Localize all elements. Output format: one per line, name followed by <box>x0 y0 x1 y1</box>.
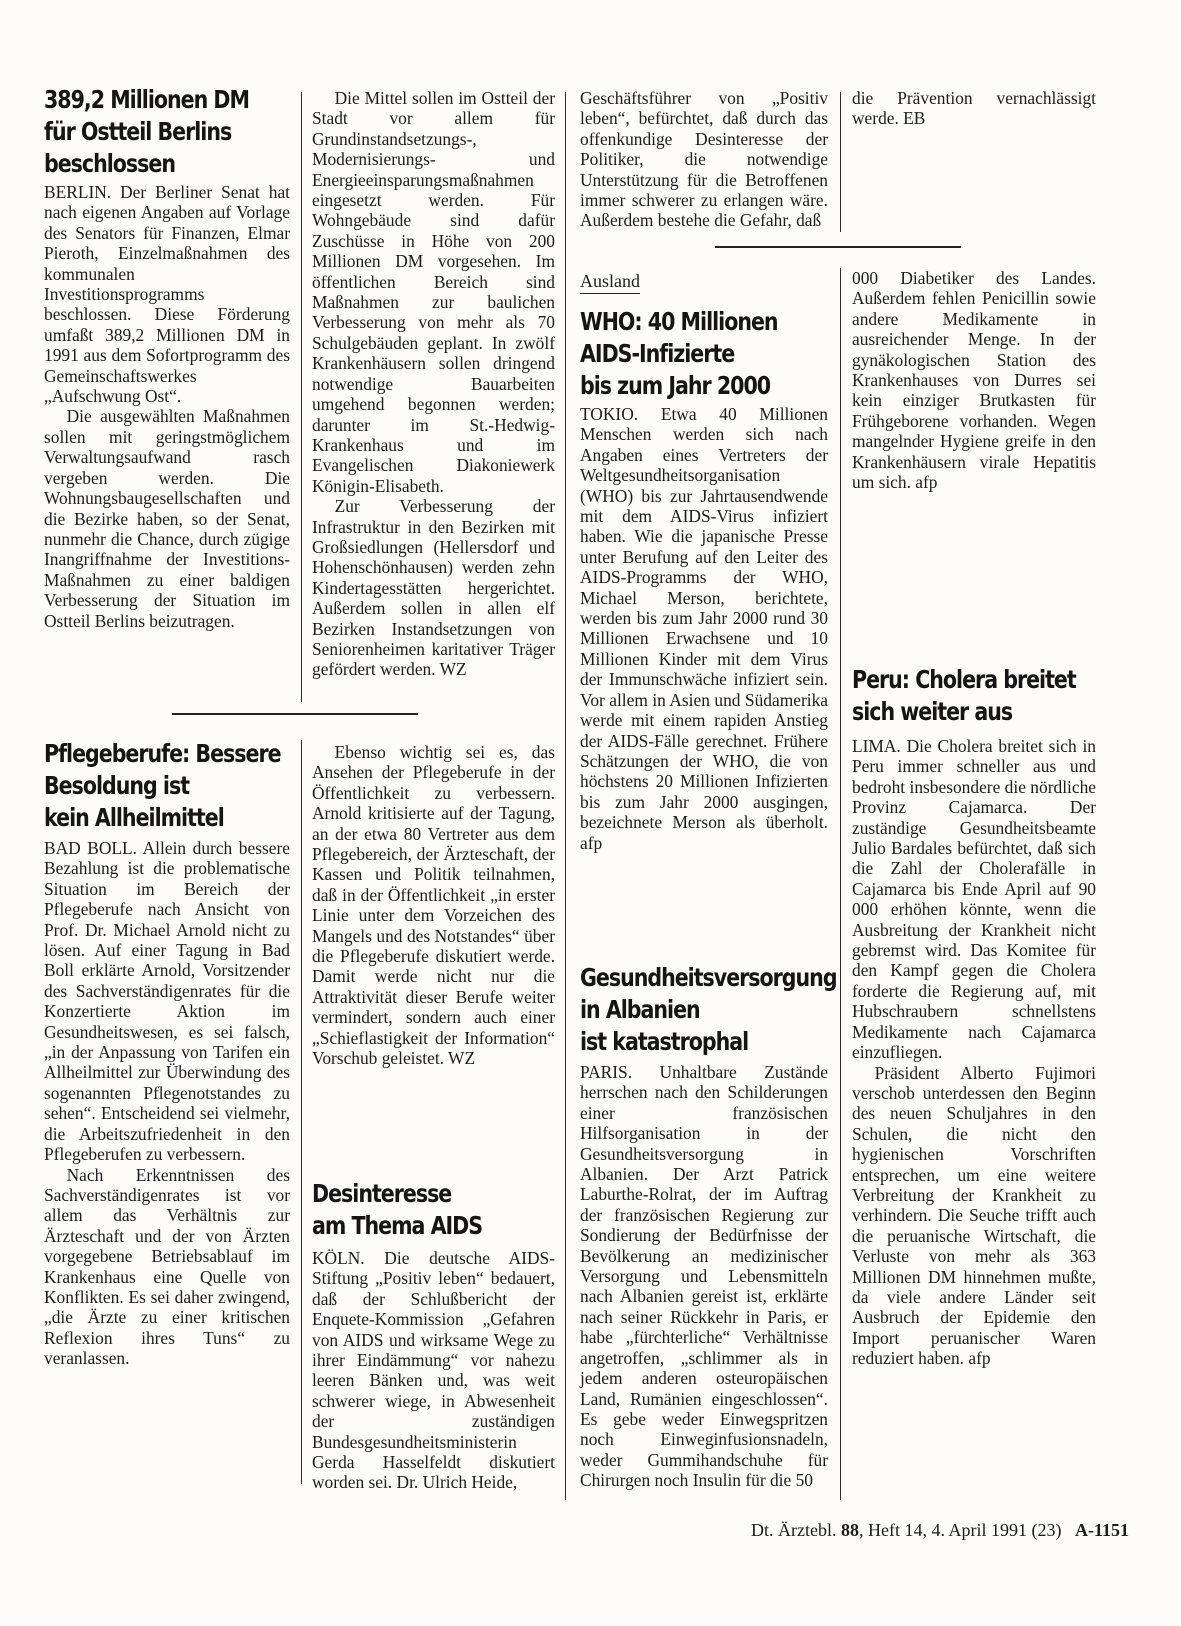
section-kicker-ausland: Ausland <box>580 270 640 294</box>
page-footer <box>751 1520 1129 1541</box>
journal-volume: 88 <box>841 1520 860 1540</box>
column-rule <box>565 92 566 1500</box>
article-body: BAD BOLL. Allein durch bessere Bezahlung ist die problematische Situation im Bereich der Pflegeberufe nach Ansicht von Prof. Dr. Michael Arnold nicht zu lösen. Auf einer Tagung in Bad Boll erklärte Arnold, Vorsitzender des Sachverständigenrates für die Konzertierte Aktion im Gesundheitswesen, es sei falsch, „in der Anpassung von Tarifen ein Allheilmittel zur Überwindung des sogenannten Pflegenotstandes zu sehen“. Entscheidend sei vielmehr, die Arbeitszufriedenheit in den Pflegeberufen zu verbessern. Nach Erkenntnissen des Sachverständigenrates ist vor allem das Verhältnis zur Ärzteschaft und der von Ärzten vorgegebene Betriebsablauf im Krankenhaus eine Quelle von Konflikten. Es sei daher zwingend, „die Ärzte zu einer kritischen Reflexion ihres Tuns“ zu veranlassen. <box>44 838 290 1369</box>
column-rule <box>301 92 302 702</box>
article-body-part: 000 Diabetiker des Landes. Außerdem fehlen Penicillin sowie andere Medikamente in ausreichender Menge. In der gynäkologischen Station des Krankenhauses von Durres sei kein einziger Brutkasten für Frühgeborene vorhanden. Wegen mangelnder Hygiene greife in den Krankenhäusern virale Hepatitis um sich. afp <box>852 268 1096 493</box>
headline: Gesundheitsversorgung in Albanien ist katastrophal <box>580 963 837 1056</box>
column-rule <box>840 92 841 232</box>
article-body-part: die Prävention vernachlässigt werde. EB <box>852 88 1096 129</box>
article-separator <box>715 246 961 248</box>
article-body-part: Geschäftsführer von „Positiv leben“, befürchtet, daß durch das offenkundige Desinteresse der Politiker, die notwendige Unterstützung für die Betroffenen immer schwerer zu erlangen wäre. Außerdem bestehe die Gefahr, daß <box>580 88 828 231</box>
article-body-part: PARIS. Unhaltbare Zustände herrschen nach den Schilderungen einer französischen Hilfsorganisation in der Gesundheitsversorgung in Albanien. Der Arzt Patrick Laburthe-Rolrat, der im Auftrag der französischen Regierung zur Sondierung der Bedürfnisse der Bevölkerung an medizinischer Versorgung und Lebensmitteln nach Albanien gereist ist, erklärte nach seiner Rückkehr in Paris, er habe „fürchterliche“ Verhältnisse angetroffen, „schlimmer als in jedem anderen osteuropäischen Land, Rumänien eingeschlossen“. Es gebe weder Einwegspritzen noch Einweginfusionsnadeln, weder Gummihandschuhe für Chirurgen noch Insulin für die 50 <box>580 1062 828 1491</box>
headline: Pflegeberufe: Bessere Besoldung ist kein Allheilmittel <box>44 739 281 832</box>
article-separator <box>172 713 418 715</box>
article-body-part: KÖLN. Die deutsche AIDS-Stiftung „Positiv leben“ bedauert, daß der Schlußbericht der Enquete-Kommission „Gefahren von AIDS und wirksame Wege zu ihrer Eindämmung“ vor nahezu leeren Bänken und, was weit schwerer wiege, in Abwesenheit der zuständigen Bundesgesundheitsministerin Gerda Hasselfeldt diskutiert worden sei. Dr. Ulrich Heide, <box>312 1248 555 1493</box>
journal-issue: , Heft 14, 4. April 1991 (23) <box>859 1520 1062 1540</box>
headline: Peru: Cholera breitet sich weiter aus <box>852 665 1076 726</box>
headline: Desinteresse am Thema AIDS <box>312 1179 483 1240</box>
article-body: TOKIO. Etwa 40 Millionen Menschen werden sich nach Angaben eines Vertreters der Weltgesundheitsorganisation (WHO) bis zur Jahrtausendwende mit dem AIDS-Virus infiziert haben. Wie die japanische Presse unter Berufung auf den Leiter des AIDS-Programms der WHO, Michael Merson, berichtete, werden bis zum Jahr 2000 rund 30 Millionen Erwachsene und 10 Millionen Kinder mit dem Virus der Immunschwäche infiziert sein. Vor allem in Asien und Südamerika werde mit einem rapiden Anstieg der AIDS-Fälle gerechnet. Frühere Schätzungen der WHO, die von höchstens 20 Millionen Infizierten bis zum Jahr 2000 ausgingen, bezeichnete Merson als überholt. afp <box>580 404 828 853</box>
headline: 389,2 Millionen DM für Ostteil Berlins beschlossen <box>44 85 249 178</box>
article-body: Ebenso wichtig sei es, das Ansehen der Pflegeberufe in der Öffentlichkeit zu verbessern. Arnold kritisierte auf der Tagung, an der etwa 80 Vertreter aus dem Pflegebereich, der Ärzteschaft, der Kassen und Politik teilnahmen, daß in der Öffentlichkeit „in erster Linie unter dem Vorzeichen des Mangels und des Notstandes“ über die Pflegeberufe diskutiert werde. Damit werde nicht nur die Attraktivität dieser Berufe weiter vermindert, sondern auch einer „Schieflastigkeit der Information“ Vorschub geleistet. WZ <box>312 742 555 1069</box>
article-body: LIMA. Die Cholera breitet sich in Peru immer schneller aus und bedroht insbesondere die nördliche Provinz Cajamarca. Der zuständige Gesundheitsbeamte Julio Bardales befürchtet, daß sich die Zahl der Cholerafälle in Cajamarca bis Ende April auf 90 000 erhöhen könnte, wenn die Ausbreitung der Krankheit nicht gebremst wird. Das Komitee für den Kampf gegen die Cholera forderte die Regierung auf, mit Hubschraubern schnellstens Medikamente nach Cajamarca einzufliegen. Präsident Alberto Fujimori verschob unterdessen den Beginn des neuen Schuljahres in den Schulen, die nicht den hygienischen Vorschriften entsprechen, um eine weitere Verbreitung der Krankheit zu verhindern. Die Seuche trifft auch die peruanische Wirtschaft, die Verluste von mehr als 363 Millionen DM hinnehmen mußte, da viele andere Länder seit Ausbruch der Epidemie den Import peruanischer Waren reduziert haben. afp <box>852 736 1096 1369</box>
page-number: A-1151 <box>1075 1520 1129 1540</box>
column-rule <box>301 740 302 1484</box>
article-body: Die Mittel sollen im Ostteil der Stadt vor allem für Grundinstandsetzungs-, Modernisierungs- und Energieeinsparungsmaßnahmen eingesetzt werden. Für Wohngebäude sind dafür Zuschüsse in Höhe von 200 Millionen DM vorgesehen. Im öffentlichen Bereich sind Maßnahmen zur baulichen Verbesserung von mehr als 70 Schulgebäuden geplant. In zwölf Krankenhäusern sollen dringend notwendige Bauarbeiten umgehend begonnen werden; darunter im St.-Hedwig-Krankenhaus und im Evangelischen Diakoniewerk Königin-Elisabeth. Zur Verbesserung der Infrastruktur in den Bezirken mit Großsiedlungen (Hellersdorf und Hohenschönhausen) werden zehn Kindertagesstätten hergerichtet. Außerdem sollen in allen elf Bezirken Instandsetzungen von Seniorenheimen karitativer Träger gefördert werden. WZ <box>312 88 555 680</box>
column-rule <box>840 268 841 1500</box>
journal-name: Dt. Ärztebl. <box>751 1520 837 1540</box>
headline: WHO: 40 Millionen AIDS-Infizierte bis zum Jahr 2000 <box>580 307 778 400</box>
article-body: BERLIN. Der Berliner Senat hat nach eigenen Angaben auf Vorlage des Senators für Finanzen, Elmar Pieroth, Einzelmaßnahmen des kommunalen Investitionsprogramms beschlossen. Diese Förderung umfaßt 389,2 Millionen DM in 1991 aus dem Sofortprogramm des Gemeinschaftswerkes „Aufschwung Ost“. Die ausgewählten Maßnahmen sollen mit geringstmöglichem Verwaltungsaufwand rasch vergeben werden. Die Wohnungsbaugesellschaften und die Bezirke haben, so der Senat, nunmehr die Chance, durch zügige Inangriffnahme der Investitions-Maßnahmen zu einer baldigen Verbesserung der Situation im Ostteil Berlins beizutragen. <box>44 182 290 631</box>
